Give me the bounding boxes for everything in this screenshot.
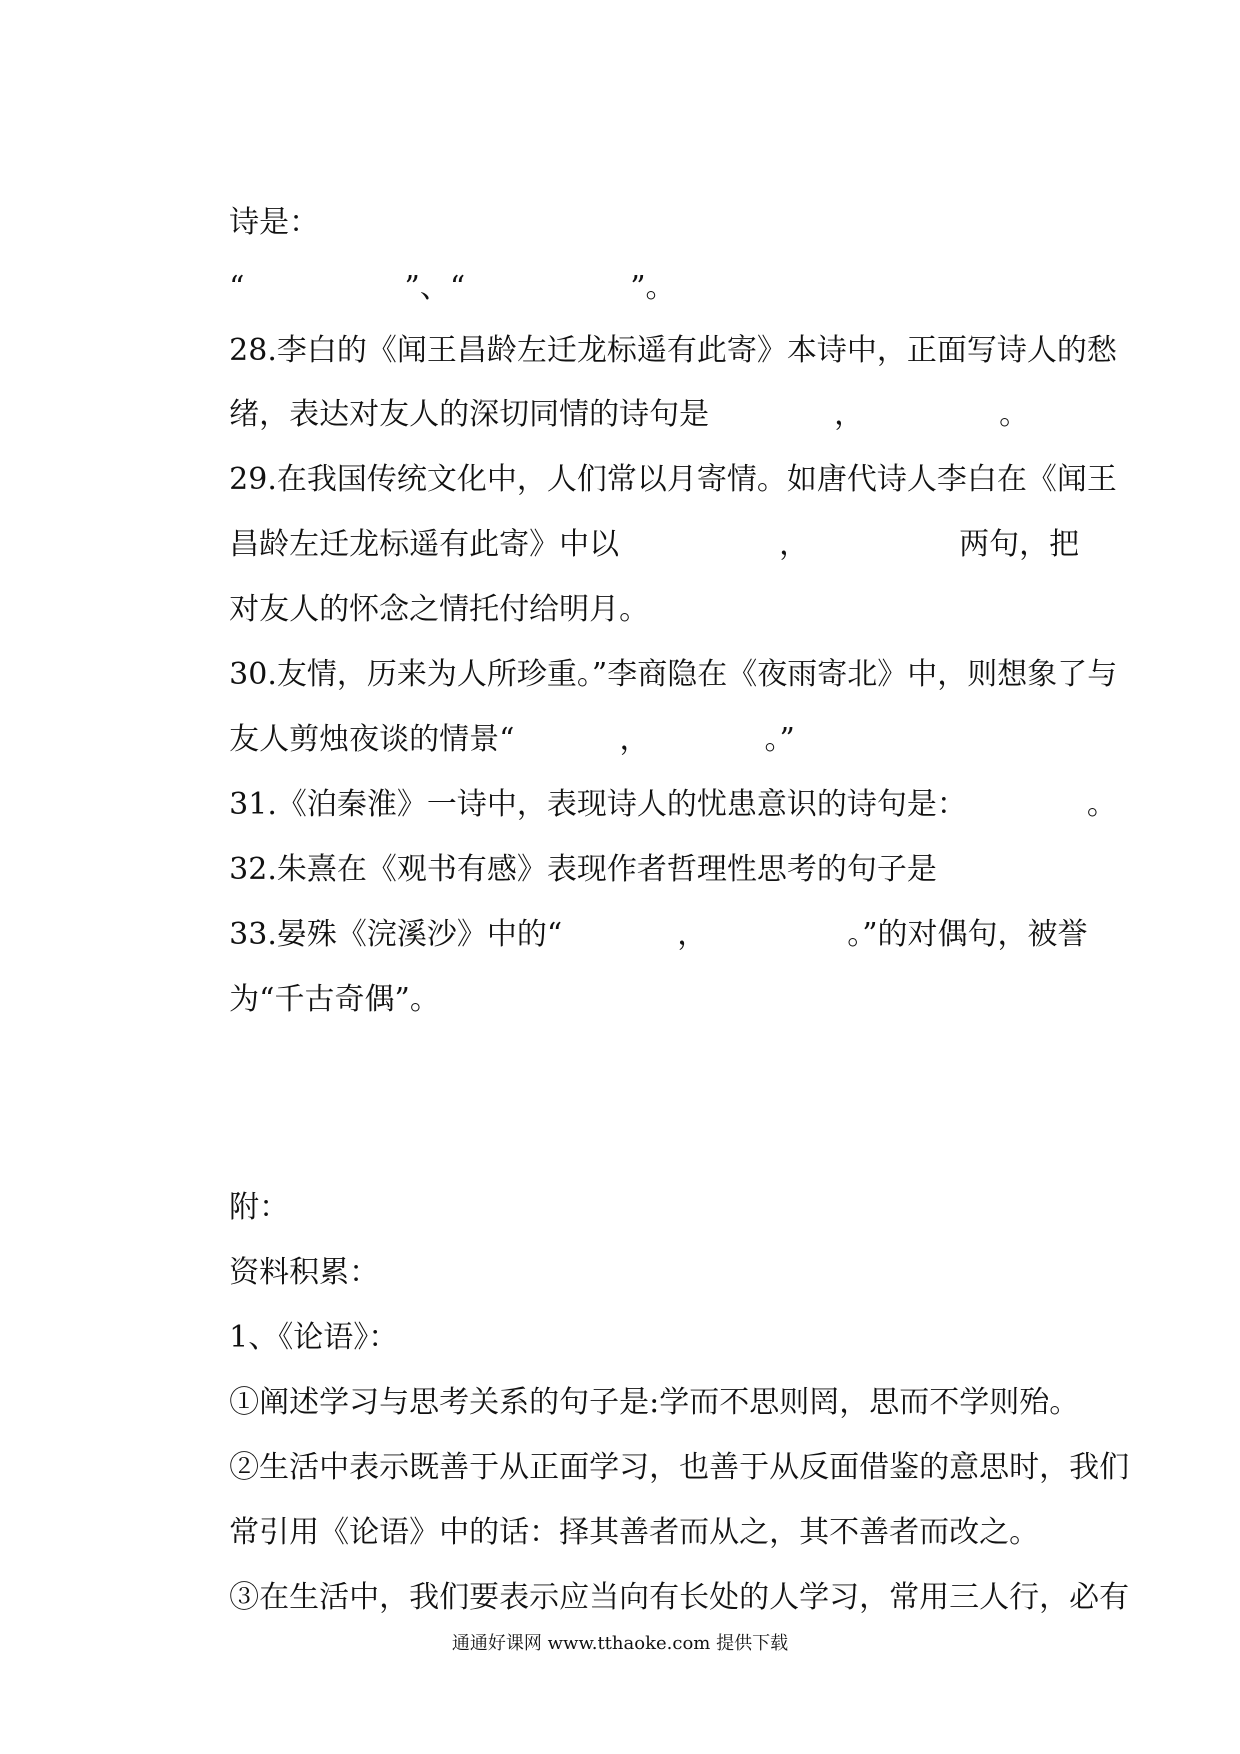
line-text: ③在生活中，我们要表示应当向有长处的人学习，常用三人行，必有 [229,1580,1130,1615]
line-text: ①阐述学习与思考关系的句子是:学而不思则罔，思而不学则殆。 [229,1385,1080,1420]
comma: ， [779,527,810,562]
line-text: ②生活中表示既善于从正面学习，也善于从反面借鉴的意思时，我们 [229,1450,1130,1485]
line-text: 友人剪烛夜谈的情景“ [229,722,515,757]
quote-separator: ”、“ [404,270,466,305]
line-text: 为“千古奇偶”。 [229,982,440,1017]
quote-end: ”。 [630,270,676,305]
period: 。 [1086,787,1117,822]
comma: ， [834,397,865,432]
question-33-line-2 [191,940,1063,1060]
line-text: 33.晏殊《浣溪沙》中的“ [229,917,563,952]
line-text: 绪，表达对友人的深切同情的诗句是 [229,397,710,432]
line-text: 常引用《论语》中的话：择其善者而从之，其不善者而改之。 [229,1515,1040,1550]
quote-open: “ [229,270,245,305]
line-text: 28.李白的《闻王昌龄左迁龙标遥有此寄》本诗中，正面写诗人的愁 [229,333,1117,368]
line-text: 昌龄左迁龙标遥有此寄》中以 [229,527,620,562]
line-text: 对友人的怀念之情托付给明月。 [229,592,650,627]
line-text: 资料积累： [229,1255,380,1290]
line-text: 附： [229,1190,290,1225]
line-text: 。”的对偶句，被誉 [847,917,1088,952]
line-text: 诗是： [229,205,320,240]
line-text: 1、《论语》： [229,1320,399,1355]
line-text: 两句，把 [959,527,1080,562]
line-text: 31.《泊秦淮》一诗中，表现诗人的忧患意识的诗句是： [229,787,967,822]
comma: ， [677,917,708,952]
line-text: 29.在我国传统文化中，人们常以月寄情。如唐代诗人李白在《闻王 [229,462,1117,497]
quote-end: 。” [764,722,795,757]
page-footer: 通通好课网 www.tthaoke.com 提供下载 [451,1633,789,1654]
period: 。 [999,397,1030,432]
line-text: 30.友情，历来为人所珍重。”李商隐在《夜雨寄北》中，则想象了与 [229,657,1118,692]
line-text: 32.朱熹在《观书有感》表现作者哲理性思考的句子是 [229,852,937,887]
comma: ， [619,722,650,757]
